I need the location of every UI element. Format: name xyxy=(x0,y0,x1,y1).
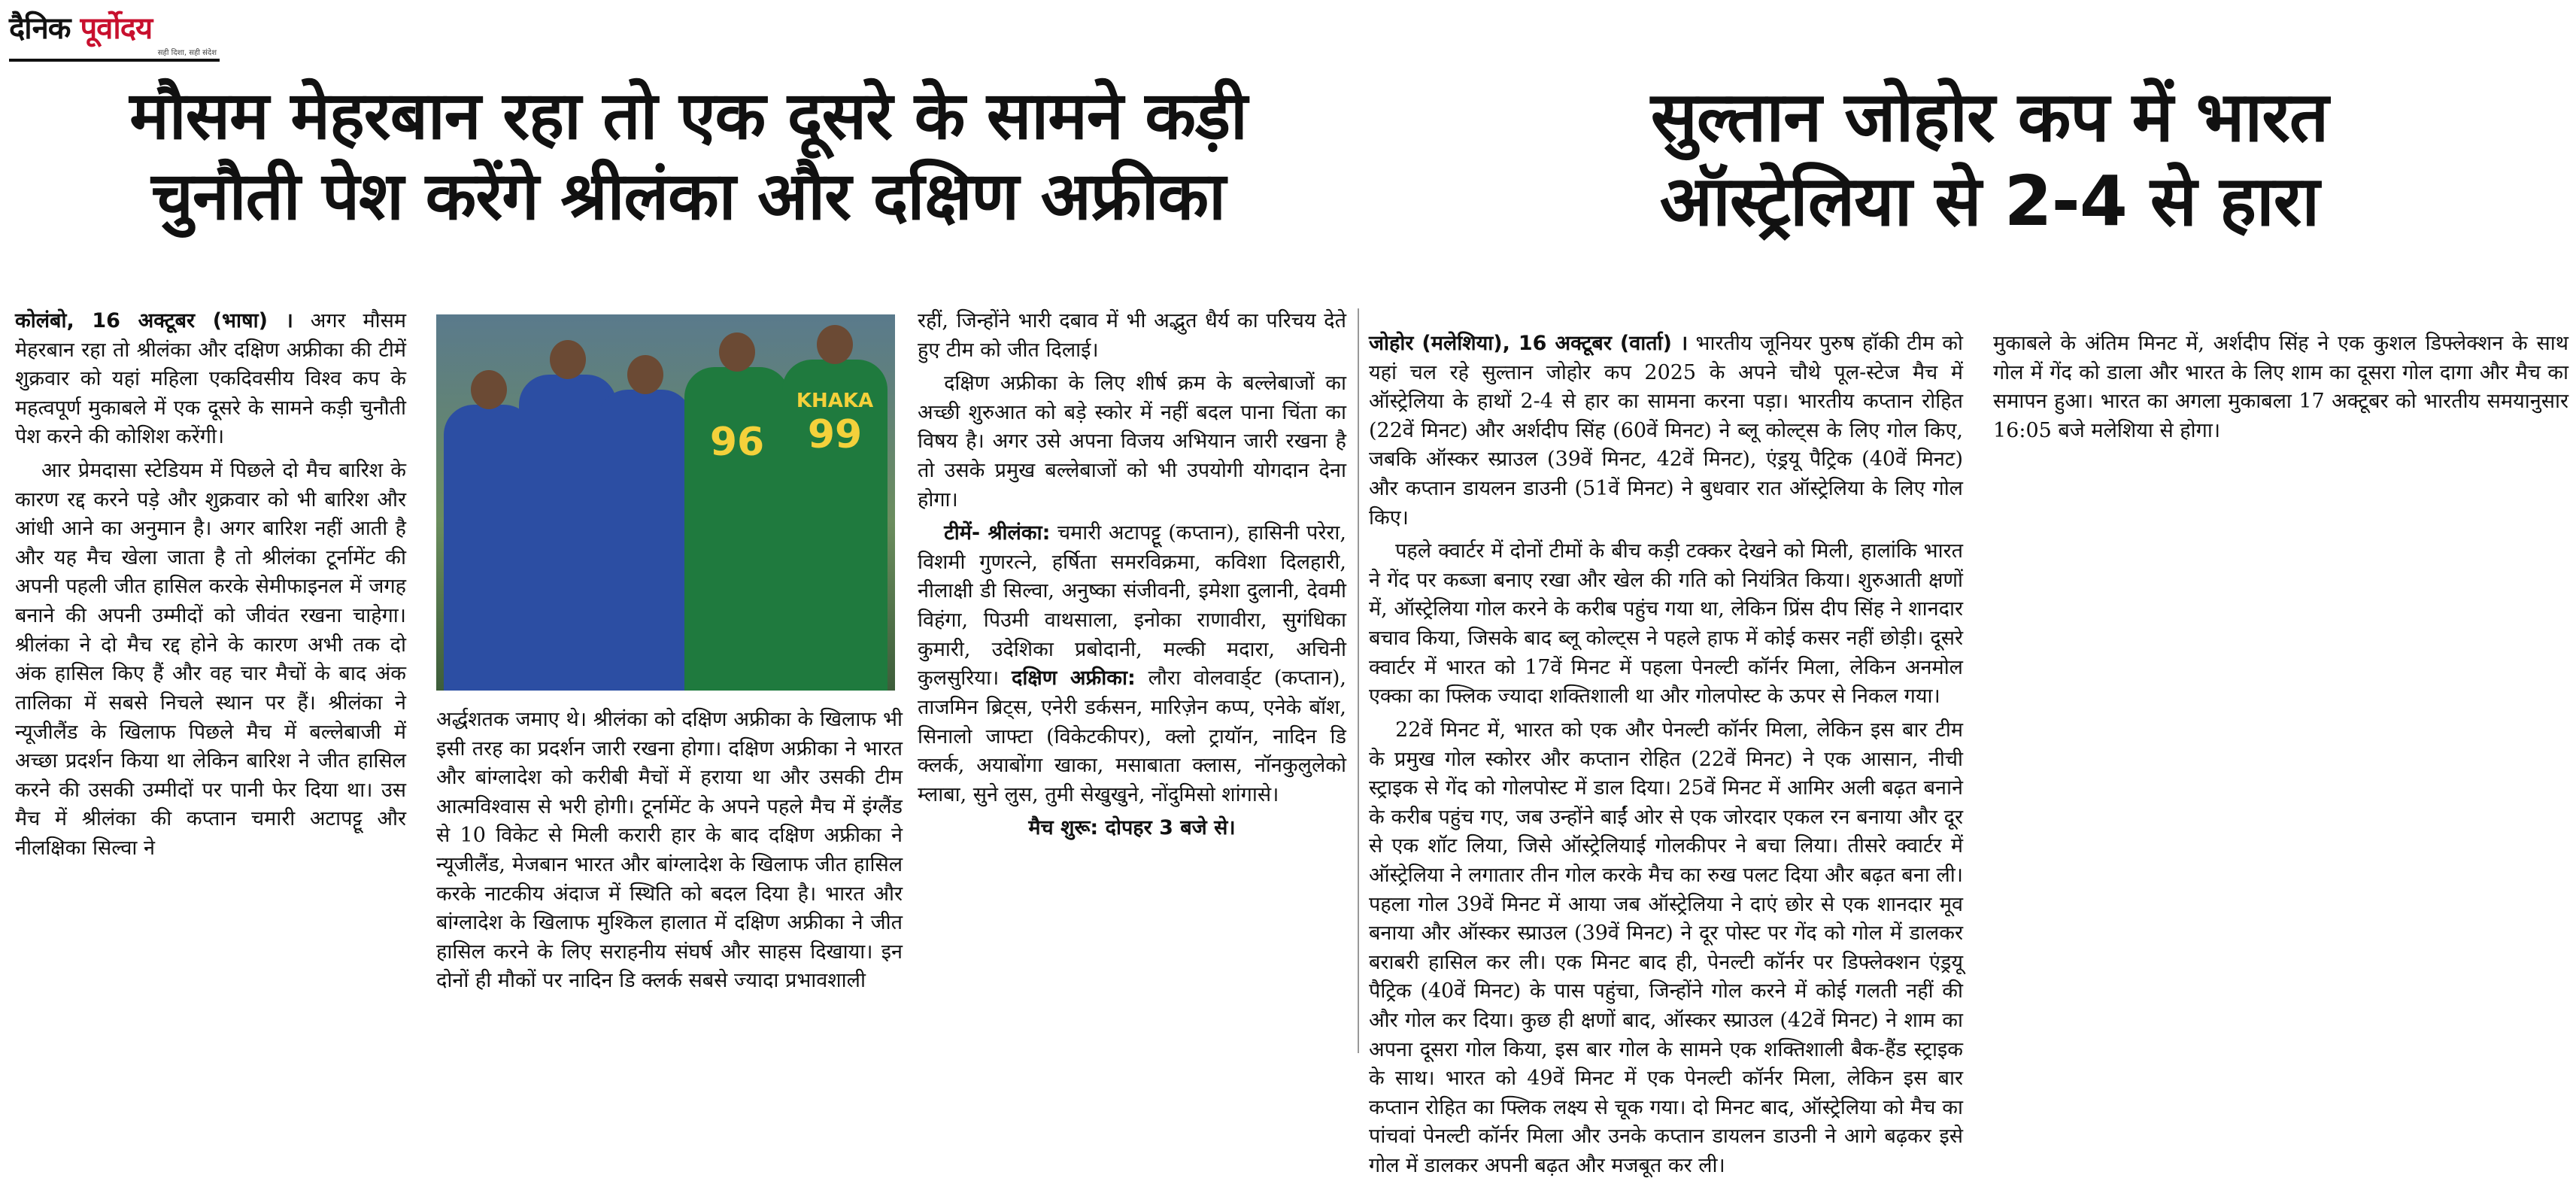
article-left-column-1: कोलंबो, 16 अक्टूबर (भाषा) । अगर मौसम मेहरबान रहा तो श्रीलंका और दक्षिण अफ्रीका की टीमें शुक्रवार को यहां महिला एकदिवसीय विश्व कप के महत्वपूर्ण मुकाबले में एक दूसरे के सामने कड़ी चुनौती पेश करने की कोशिश करेंगी। आर प्रेमदासा स्टेडियम में पिछले दो मैच बारिश के कारण रद्द करने पड़े और शुक्रवार को भी बारिश और आंधी आने का अनुमान है। अगर बारिश नहीं आती है और यह मैच खेला जाता है तो श्रीलंका टूर्नामेंट की अपनी पहली जीत हासिल करके सेमीफाइनल में जगह बनाने की अपनी उम्मीदों को जीवंत रखना चाहेगा। श्रीलंका ने दो मैच रद्द होने के कारण अभी तक दो अंक हासिल किए हैं और वह चार मैचों के बाद अंक तालिका में सबसे निचले स्थान पर हैं। श्रीलंका ने न्यूजीलैंड के खिलाफ पिछले मैच में बल्लेबाजी में अच्छा प्रदर्शन किया था लेकिन बारिश ने जीत हासिल करने की उसकी उम्मीदों पर पानी फेर दिया था। उस मैच में श्रीलंका की कप्तान चमारी अटापट्टू और नीलक्षिका सिल्वा ने xyxy=(15,307,406,1059)
dateline-colombo: कोलंबो, 16 अक्टूबर (भाषा) । xyxy=(15,309,293,332)
newspaper-logo: दैनिक पूर्वोदय xyxy=(9,11,153,46)
dateline-johor: जोहोर (मलेशिया), 16 अक्टूबर (वार्ता) । xyxy=(1369,332,1689,355)
player-figure: 96 xyxy=(684,367,790,691)
player-figure xyxy=(598,390,692,691)
cricket-team-photo xyxy=(436,314,895,691)
article-left-paragraph-2: आर प्रेमदासा स्टेडियम में पिछले दो मैच बारिश के कारण रद्द करने पड़े और शुक्रवार को भी बारिश और आंधी आने का अनुमान है। अगर बारिश नहीं आती है और यह मैच खेला जाता है तो श्रीलंका टूर्नामेंट की अपनी पहली जीत हासिल करके सेमीफाइनल में जगह बनाने की अपनी उम्मीदों को जीवंत रखना चाहेगा। श्रीलंका ने दो मैच रद्द होने के कारण अभी तक दो अंक हासिल किए हैं और वह चार मैचों के बाद अंक तालिका में सबसे निचले स्थान पर हैं। श्रीलंका ने न्यूजीलैंड के खिलाफ पिछले मैच में बल्लेबाजी में अच्छा प्रदर्शन किया था लेकिन बारिश ने जीत हासिल करने की उसकी उम्मीदों पर पानी फेर दिया था। उस मैच में श्रीलंका की कप्तान चमारी अटापट्टू और नीलक्षिका सिल्वा ने xyxy=(15,459,406,860)
masthead xyxy=(9,6,220,62)
player-figure: KHAKA 99 xyxy=(782,360,887,691)
headline-sultan-johor-cup: सुल्तान जोहोर कप में भारत ऑस्ट्रेलिया से 2-4 से हारा xyxy=(1650,77,2329,242)
column-divider xyxy=(1358,308,1359,1053)
article-right-column-2: मुकाबले के अंतिम मिनट में, अर्शदीप सिंह ने एक कुशल डिफ्लेक्शन के साथ गोल में गेंद को डाला और भारत के लिए शाम का दूसरा गोल दागा और मैच का समापन हुआ। भारत का अगला मुकाबला 17 अक्टूबर को भारतीय समयानुसार 16:05 बजे मलेशिया से होगा। xyxy=(1993,332,2568,442)
masthead-tagline: सही दिशा, सही संदेश xyxy=(157,49,217,57)
article-left-column-3: रहीं, जिन्होंने भारी दबाव में भी अद्भुत धैर्य का परिचय देते हुए टीम को जीत दिलाई। दक्षिण अफ्रीका के लिए शीर्ष क्रम के बल्लेबाजों का अच्छी शुरुआत को बड़े स्कोर में नहीं बदल पाना चिंता का विषय है। अगर उसे अपना विजय अभियान जारी रखना है तो उसके प्रमुख बल्लेबाजों को भी उपयोगी योगदान देना होगा। टीमें- श्रीलंका: चमारी अटापट्टू (कप्तान), हासिनी परेरा, विशमी गुणरत्ने, हर्षिता समरविक्रमा, कविशा दिलहारी, नीलाक्षी डी सिल्वा, अनुष्का संजीवनी, इमेशा दुलानी, देवमी विहंगा, पिउमी वाथसाला, इनोका राणावीरा, सुगंधिका कुमारी, उदेशिका प्रबोदानी, मल्की मदारा, अचिनी कुलसुरिया। दक्षिण अफ्रीका: लौरा वोलवार्ड्ट (कप्तान), ताजमिन ब्रिट्स, एनेरी डर्कसन, मारिज़ेन कप्प, एनेके बॉश, सिनालो जाफ्टा (विकेटकीपर), क्लो ट्रायॉन, नादिन डि क्लर्क, अयाबोंगा खाका, मसाबाता क्लास, नॉनकुलुलेको म्लाबा, सुने लुस, तुमी सेखुखुने, नोंदुमिसो शांगासे। मैच शुरू: दोपहर 3 बजे से। xyxy=(918,307,1346,1059)
headline-srilanka-southafrica: मौसम मेहरबान रहा तो एक दूसरे के सामने कड़ी चुनौती पेश करेंगे श्रीलंका और दक्षिण अफ्रीका xyxy=(129,77,1247,235)
match-start-time: मैच शुरू: दोपहर 3 बजे से। xyxy=(1028,816,1236,840)
article-right-column-1: जोहोर (मलेशिया), 16 अक्टूबर (वार्ता) । भारतीय जूनियर पुरुष हॉकी टीम को यहां चल रहे सुल्तान जोहोर कप 2025 के अपने चौथे पूल-स्टेज मैच में ऑस्ट्रेलिया के हाथों 2-4 से हार का सामना करना पड़ा। भारतीय कप्तान रोहित (22वें मिनट) और अर्शदीप सिंह (60वें मिनट) ने ब्लू कोल्ट्स के लिए गोल किए, जबकि ऑस्कर स्प्राउल (39वें मिनट, 42वें मिनट), एंड्रयू पैट्रिक (40वें मिनट) और कप्तान डायलन डाउनी (51वें मिनट) ने बुधवार रात ऑस्ट्रेलिया के लिए गोल किए। पहले क्वार्टर में दोनों टीमों के बीच कड़ी टक्कर देखने को मिली, हालांकि भारत ने गेंद पर कब्जा बनाए रखा और खेल की गति को नियंत्रित किया। शुरुआती क्षणों में, ऑस्ट्रेलिया गोल करने के करीब पहुंच गया था, लेकिन प्रिंस दीप सिंह ने शानदार बचाव किया, जिसके बाद ब्लू कोल्ट्स ने पहले हाफ में कोई कसर नहीं छोड़ी। दूसरे क्वार्टर में भारत को 17वें मिनट में पहला पेनल्टी कॉर्नर मिला, लेकिन अनमोल एक्का का फ्लिक ज्यादा शक्तिशाली था और गोलपोस्ट के ऊपर से निकल गया। 22वें मिनट में, भारत को एक और पेनल्टी कॉर्नर मिला, लेकिन इस बार टीम के प्रमुख गोल स्कोरर और कप्तान रोहित (22वें मिनट) ने एक आसान, नीची स्ट्राइक से गेंद को गोलपोस्ट में डाल दिया। 25वें मिनट में आमिर अली बढ़त बनाने के करीब पहुंच गए, जब उन्होंने बाईं ओर से एक जोरदार एकल रन बनाया और दूर से एक शॉट लिया, जिसे ऑस्ट्रेलियाई गोलकीपर ने बचा लिया। तीसरे क्वार्टर में ऑस्ट्रेलिया ने लगातार तीन गोल करके मैच का रुख पलट दिया और बढ़त बना ली। पहला गोल 39वें मिनट में आया जब ऑस्ट्रेलिया ने दाएं छोर से एक शानदार मूव बनाया और ऑस्कर स्प्राउल (39वें मिनट) ने दूर पोस्ट पर गेंद को गोल में डालकर बराबरी हासिल कर ली। एक मिनट बाद ही, पेनल्टी कॉर्नर पर डिफ्लेक्शन एंड्रयू पैट्रिक (40वें मिनट) के पास पहुंचा, जिन्होंने गोल करने में कोई गलती नहीं की और गोल कर दिया। कुछ ही क्षणों बाद, ऑस्कर स्प्राउल (42वें मिनट) ने शाम का अपना दूसरा गोल किया, इस बार गोल के सामने एक शक्तिशाली बैक-हैंड स्ट्राइक के साथ। भारत को 49वें मिनट में एक पेनल्टी कॉर्नर मिला, लेकिन इस बार कप्तान रोहित का फ्लिक लक्ष्य से चूक गया। दो मिनट बाद, ऑस्ट्रेलिया को मैच का पांचवां पेनल्टी कॉर्नर मिला और उनके कप्तान डायलन डाउनी ने आगे बढ़कर इसे गोल में डालकर अपनी बढ़त और मजबूत कर ली। xyxy=(1369,332,1963,1178)
article-left-column-2: अर्द्धशतक जमाए थे। श्रीलंका को दक्षिण अफ्रीका के खिलाफ भी इसी तरह का प्रदर्शन जारी रखना होगा। दक्षिण अफ्रीका ने भारत और बांग्लादेश को करीबी मैचों में हराया था और उसकी टीम आत्मविश्वास से भरी होगी। टूर्नामेंट के अपने पहले मैच में इंग्लैंड से 10 विकेट से मिली करारी हार के बाद दक्षिण अफ्रीका ने न्यूजीलैंड, मेजबान भारत और बांग्लादेश के खिलाफ जीत हासिल करके नाटकीय अंदाज में स्थिति को बदल दिया है। भारत और बांग्लादेश के खिलाफ मुश्किल हालात में दक्षिण अफ्रीका ने जीत हासिल करने के लिए सराहनीय संघर्ष और साहस दिखाया। इन दोनों ही मौकों पर नादिन डि क्लर्क सबसे ज्यादा प्रभावशाली xyxy=(436,708,903,993)
